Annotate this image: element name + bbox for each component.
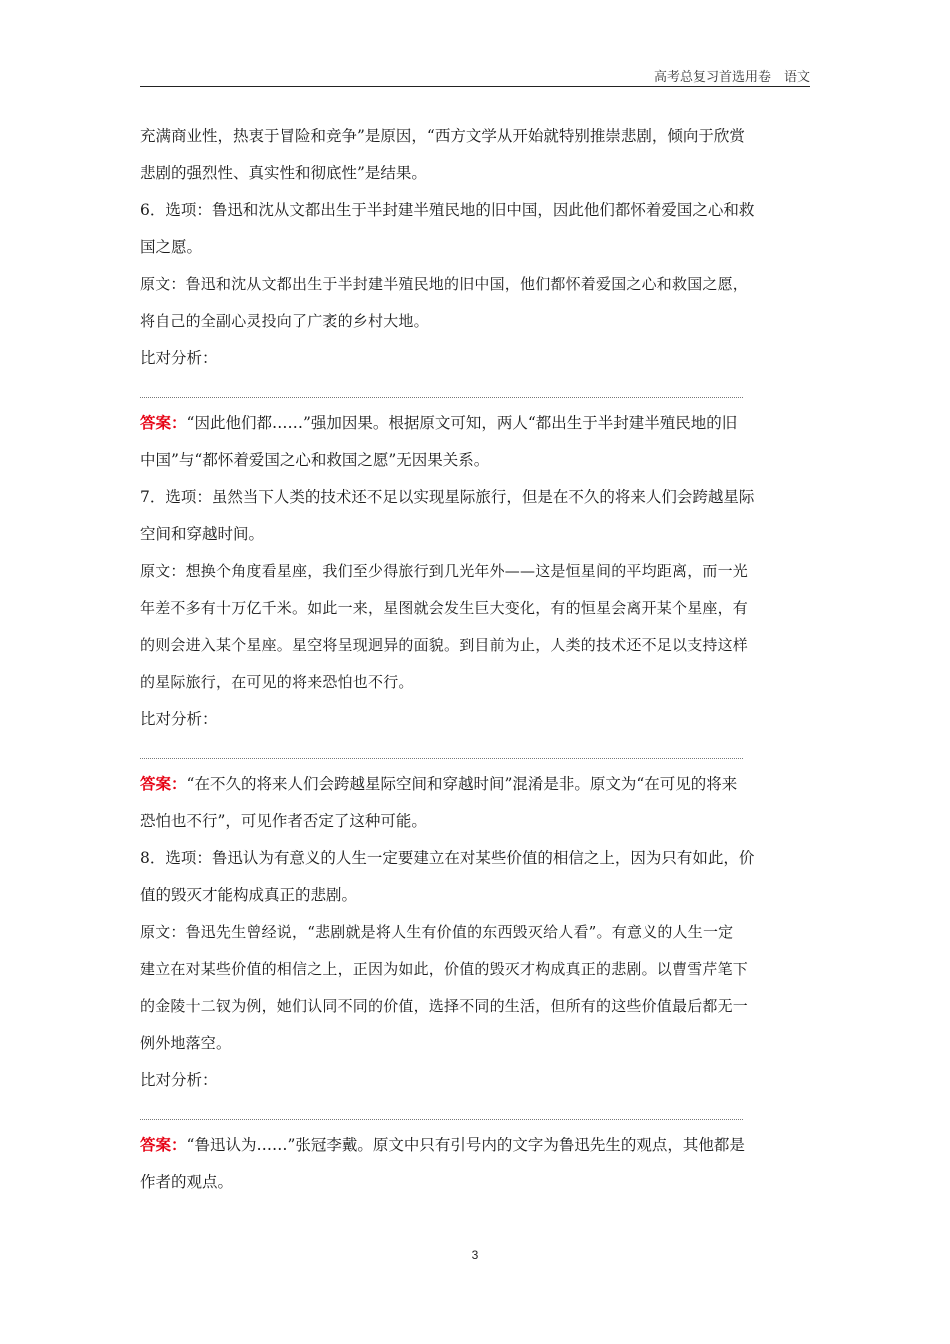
intro-line: 充满商业性，热衷于冒险和竞争”是原因，“西方文学从开始就特别推崇悲剧，倾向于欣赏 [140,127,745,145]
answer-blank-line [140,1119,743,1120]
compare-analysis-label: 比对分析： [140,710,218,728]
answer-line: 作者的观点。 [140,1173,234,1191]
original-text-line: 的则会进入某个星座。星空将呈现迥异的面貌。到目前为止，人类的技术还不足以支持这样 [140,636,749,654]
original-text-line: 将自己的全副心灵投向了广袤的乡村大地。 [140,312,429,330]
document-body [140,118,812,1201]
original-text-line: 原文：鲁迅先生曾经说，“悲剧就是将人生有价值的东西毁灭给人看”。有意义的人生一定 [140,923,734,941]
header-rule [140,86,810,87]
compare-analysis-label: 比对分析： [140,349,218,367]
original-text-line: 的星际旅行，在可见的将来恐怕也不行。 [140,673,414,691]
answer-text: “在不久的将来人们会跨越星际空间和穿越时间”混淆是非。原文为“在可见的将来 [186,775,738,793]
option-line: 8．选项：鲁迅认为有意义的人生一定要建立在对某些价值的相信之上，因为只有如此，价 [140,849,755,867]
answer-blank-line [140,397,743,398]
answer-label: 答案： [140,413,187,432]
page-number: 3 [471,1248,479,1262]
question-item [140,192,812,479]
option-line: 值的毁灭才能构成真正的悲剧。 [140,886,358,904]
option-line: 空间和穿越时间。 [140,525,265,543]
intro-line: 悲剧的强烈性、真实性和彻底性”是结果。 [140,164,427,182]
compare-analysis-label: 比对分析： [140,1071,218,1089]
original-text-line: 建立在对某些价值的相信之上，正因为如此，价值的毁灭才构成真正的悲剧。以曹雪芹笔下 [140,960,749,978]
answer-line [140,404,812,442]
answer-text: “鲁迅认为……”张冠李戴。原文中只有引号内的文字为鲁迅先生的观点，其他都是 [186,1136,745,1154]
answer-blank-line [140,758,743,759]
original-text-line: 年差不多有十万亿千米。如此一来，星图就会发生巨大变化，有的恒星会离开某个星座，有 [140,599,749,617]
option-line: 7．选项：虽然当下人类的技术还不足以实现星际旅行，但是在不久的将来人们会跨越星际 [140,488,755,506]
answer-line: 中国”与“都怀着爱国之心和救国之愿”无因果关系。 [140,451,490,469]
question-item [140,479,812,840]
answer-label: 答案： [140,1135,187,1154]
original-text-line: 例外地落空。 [140,1034,232,1052]
original-text-line: 原文：鲁迅和沈从文都出生于半封建半殖民地的旧中国，他们都怀着爱国之心和救国之愿， [140,275,749,293]
original-text-line: 原文：想换个角度看星座，我们至少得旅行到几光年外——这是恒星间的平均距离，而一光 [140,562,749,580]
option-line: 国之愿。 [140,238,203,256]
question-item [140,840,812,1201]
answer-label: 答案： [140,774,187,793]
answer-line [140,1126,812,1164]
answer-line: 恐怕也不行”，可见作者否定了这种可能。 [140,812,427,830]
page-header [140,66,810,88]
answer-text: “因此他们都……”强加因果。根据原文可知，两人“都出生于半封建半殖民地的旧 [186,414,738,432]
original-text-line: 的金陵十二钗为例，她们认同不同的价值，选择不同的生活，但所有的这些价值最后都无一 [140,997,749,1015]
header-title: 高考总复习首选用卷 语文 [653,70,810,85]
answer-line [140,765,812,803]
option-line: 6．选项：鲁迅和沈从文都出生于半封建半殖民地的旧中国，因此他们都怀着爱国之心和救 [140,201,755,219]
